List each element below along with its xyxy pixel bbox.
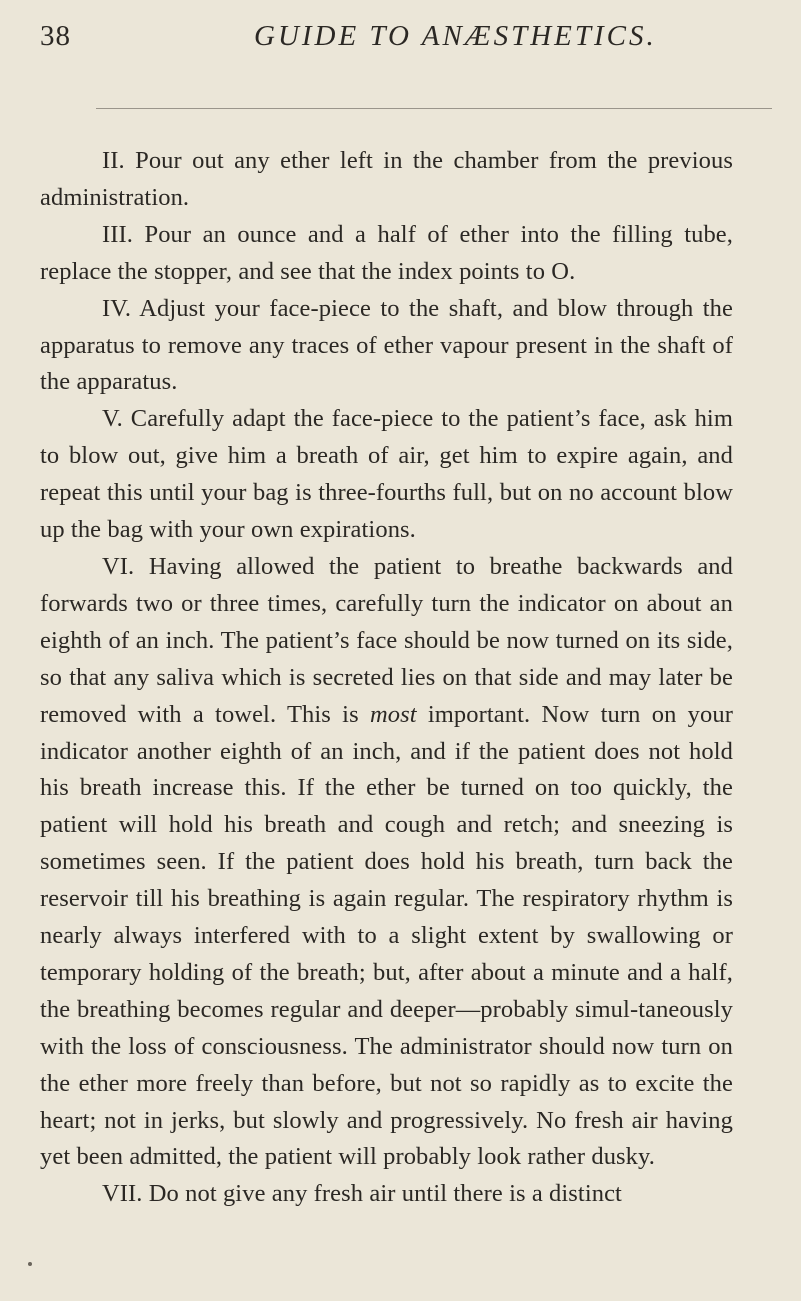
paragraph-step-6-part-1: VI. Having allowed the patient to breathe backwards and forwards two or three times, carefully turn the indicator on about an eighth of an inch. The patient’s face should be now turned on its side, so that any saliva which is secreted lies on that side and may later be removed with a towel. This is (40, 552, 733, 728)
header-rule (96, 108, 772, 109)
page-number: 38 (40, 20, 71, 52)
paragraph-step-2: II. Pour out any ether left in the chamber from the previous administration. (40, 147, 733, 211)
paragraph-step-4: IV. Adjust your face-piece to the shaft, and blow through the apparatus to remove any traces of ether vapour present in the shaft of the apparatus. (40, 294, 733, 396)
scan-speck (28, 1262, 32, 1266)
paragraph-step-6-part-2: important. Now turn on your indicator another eighth of an inch, and if the patient does not hold his breath increase this. If the ether be turned on too quickly, the patient will hold his breath and cough and retch; and sneezing is sometimes seen. If the patient does hold his breath, turn back the reservoir till his breathing is again regular. The respiratory rhythm is nearly always interfered with to a slight extent by swallowing or temporary holding of the breath; but, after about a minute and a half, the breathing becomes regular and deeper—probably simul-taneously with the loss of consciousness. The administrator should now turn on the ether more freely than before, but not so rapidly as to excite the heart; not in jerks, but slowly and progressively. No fresh air having yet been admitted, the patient will probably look rather dusky. (40, 700, 733, 1171)
body-text (40, 143, 733, 1213)
paragraph-step-6 (40, 549, 733, 1176)
running-title: GUIDE TO ANÆSTHETICS. (254, 20, 657, 52)
page-header (32, 20, 761, 60)
paragraph-step-3: III. Pour an ounce and a half of ether into the filling tube, replace the stopper, and see that the index points to O. (40, 220, 733, 285)
paragraph-step-7: VII. Do not give any fresh air until there is a distinct (102, 1180, 622, 1208)
paragraph-step-5: V. Carefully adapt the face-piece to the patient’s face, ask him to blow out, give him a breath of air, get him to expire again, and repeat this until your bag is three-fourths full, but on no account blow up the bag with your own expirations. (40, 405, 733, 544)
emphasis-most: most (369, 700, 417, 728)
